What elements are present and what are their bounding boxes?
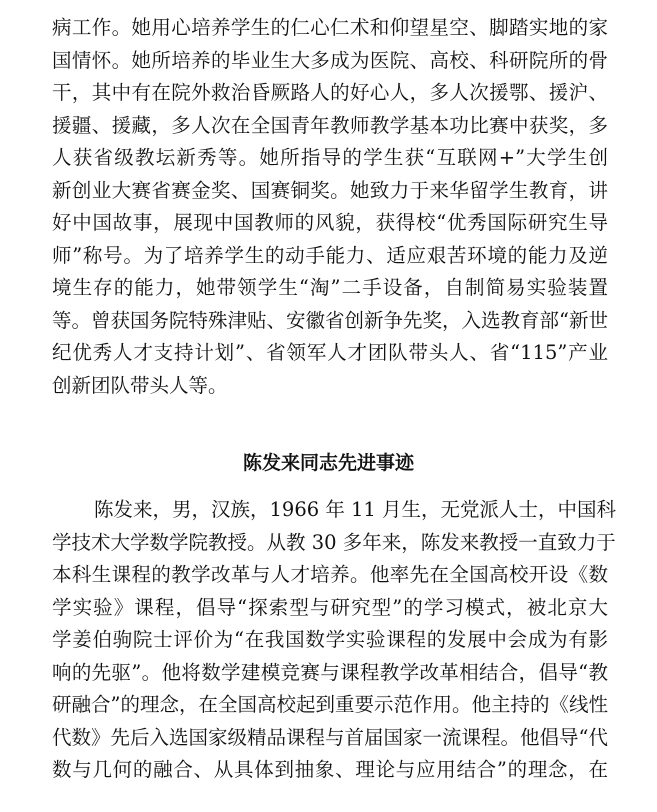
text-line: 学姜伯驹院士评价为“在我国数学实验课程的发展中会成为有影: [52, 628, 608, 651]
text-line: 陈发来，男，汉族，1966 年 11 月生，无党派人士，中国科: [94, 498, 617, 521]
text-line: 等。曾获国务院特殊津贴、安徽省创新争先奖，入选教育部“新世: [52, 308, 608, 332]
text-line: 响的先驱”。他将数学建模竞赛与课程教学改革相结合，倡导“教: [52, 660, 608, 684]
text-line: 援疆、援藏，多人次在全国青年教师教学基本功比赛中获奖，多: [52, 113, 608, 137]
text-line: 境生存的能力，她带领学生“淘”二手设备，自制简易实验装置: [52, 276, 608, 299]
text-line: 研融合”的理念，在全国高校起到重要示范作用。他主持的《线性: [52, 693, 608, 716]
text-line: 新创业大赛省赛金奖、国赛铜奖。她致力于来华留学生教育，讲: [52, 178, 608, 202]
text-line: 人获省级教坛新秀等。她所指导的学生获“互联网+”大学生创: [52, 146, 608, 169]
text-line: 纪优秀人才支持计划”、省领军人才团队带头人、省“115”产业: [52, 341, 608, 364]
text-line: 好中国故事，展现中国教师的风貌，获得校“优秀国际研究生导: [52, 211, 608, 234]
text-line: 学技术大学数学院教授。从教 30 多年来，陈发来教授一直致力于: [52, 530, 616, 554]
text-line: 学实验》课程，倡导“探索型与研究型”的学习模式，被北京大: [52, 595, 608, 619]
section-heading: 陈发来同志先进事迹: [242, 452, 414, 474]
text-line: 师”称号。为了培养学生的动手能力、适应艰苦环境的能力及逆: [52, 243, 608, 267]
text-line: 干，其中有在院外救治昏厥路人的好心人，多人次援鄂、援沪、: [52, 81, 608, 104]
text-line: 代数》先后入选国家级精品课程与首届国家一流课程。他倡导“代: [52, 725, 608, 749]
text-line: 创新团队带头人等。: [52, 373, 228, 397]
text-line: 本科生课程的教学改革与人才培养。他率先在全国高校开设《数: [52, 563, 608, 586]
text-line: 数与几何的融合、从具体到抽象、理论与应用结合”的理念，在: [52, 758, 608, 781]
text-line: 国情怀。她所培养的毕业生大多成为医院、高校、科研院所的骨: [52, 48, 608, 72]
text-line: 病工作。她用心培养学生的仁心仁术和仰望星空、脚踏实地的家: [52, 16, 608, 39]
